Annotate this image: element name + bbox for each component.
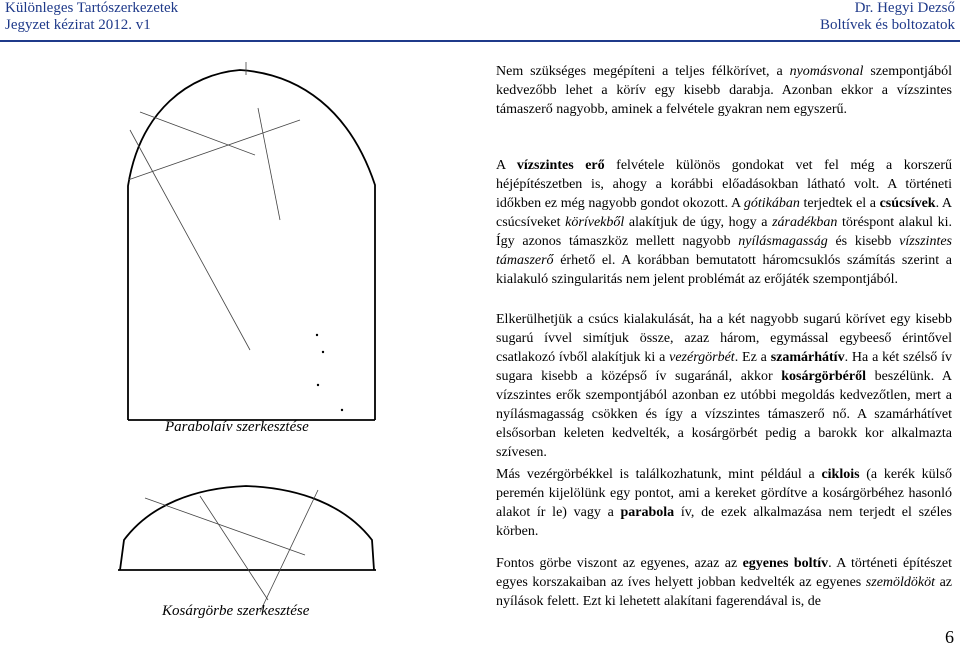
document-version: Jegyzet kézirat 2012. v1 xyxy=(5,17,151,33)
kosar-caption: Kosárgörbe szerkesztése xyxy=(162,603,310,619)
chapter-title: Boltívek és boltozatok xyxy=(820,17,955,33)
parabola-caption: Parabolaív szerkesztése xyxy=(165,419,309,435)
paragraph-1: Nem szükséges megépíteni a teljes félkörívet, a nyomásvonal szempontjából kedvezőbb lehet a körív egy kisebb darabja. Azonban ekkor a vízszintes támaszerő nagyobb, aminek a felvétele gyakran nem egyszerű. xyxy=(496,64,952,117)
paragraph-5: Fontos görbe viszont az egyenes, azaz az egyenes boltív. A történeti építészet egyes korszakaiban az íves helyett jobban kedvelték az egyenes szemöldököt az nyílások felett. Ezt ki lehetett alakítani fagerendával is, de xyxy=(496,556,952,609)
construction-points xyxy=(316,334,343,411)
page-number: 6 xyxy=(945,627,954,647)
paragraph-4: Más vezérgörbékkel is találkozhatunk, mint például a ciklois (a kerék külső peremén kijelölünk egy pontot, ami a kereket gördítve a kosárgörbéhez hasonló alakot ír le) vagy a parabola ív, de ezek alkalmazása nem terjedt el széles körben. xyxy=(496,467,952,539)
paragraph-2: A vízszintes erő felvétele különös gondokat vet fel még a korszerű héjépítészetben is, ahogy a korábbi előadásokban látható volt. A történeti időkben ez még nagyobb gondot okozott. A gótikában terjedtek el a csúcsívek. A csúcsíveket körívekből alakítjuk de úgy, hogy a záradékban töréspont alakul ki. Így azonos támaszköz mellett nagyobb nyílásmagasság és kisebb vízszintes támaszerő érhető el. A korábban bemutatott háromcsuklós számítás szerint a kialakuló szingularitás nem jelent problémát az erőjáték szempontjából. xyxy=(496,158,953,287)
course-title: Különleges Tartószerkezetek xyxy=(5,0,179,16)
parabola-arch-figure xyxy=(128,70,375,420)
paragraph-3: Elkerülhetjük a csúcs kialakulását, ha a két nagyobb sugarú körívet egy kisebb sugarú ívvel simítjuk össze, azaz három, egymással egybeeső érintővel csatlakozó ívből alakítjuk ki a vezérgörbét. Ez a szamárhátív. Ha a két szélső ív sugara kisebb a középső ív sugaránál, akkor kosárgörbéről beszélünk. A vízszintes erők szempontjából azonban ez utóbbi megoldás kedvezőtlen, mert a nyílásmagasság csökken és így a vízszintes támaszerő nő. A szamárhátívet elsősorban keleten kedvelték, a kosárgörbét pedig a barokk kor alkalmazta szívesen. xyxy=(496,312,952,460)
kosar-arch-figure xyxy=(118,486,376,570)
parabola-construction-lines xyxy=(128,62,300,350)
author-name: Dr. Hegyi Dezső xyxy=(854,0,955,16)
kosar-arch-curve xyxy=(120,486,374,570)
parabola-arch-curve xyxy=(128,70,375,420)
kosar-construction-lines xyxy=(145,490,318,612)
